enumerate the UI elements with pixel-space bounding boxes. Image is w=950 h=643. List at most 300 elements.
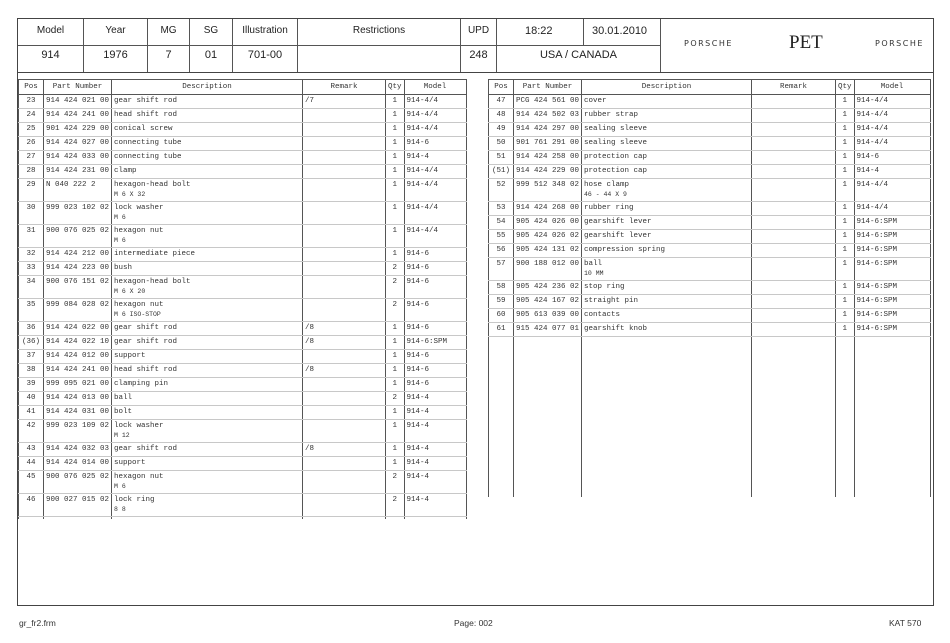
table-row [489,179,931,202]
row-pos: 46 [19,494,44,517]
row-remark [303,137,386,151]
row-qty: 1 [836,95,855,109]
row-model: 914-4/4 [854,202,930,216]
row-description-text: head shift rod [114,111,178,119]
row-pos: 24 [19,109,44,123]
row-description [582,179,752,202]
row-pos: (36) [19,336,44,350]
mg-label: MG [160,25,177,36]
table-row [489,230,931,244]
table-row [489,244,931,258]
filler-row [19,517,467,520]
row-model: 914-4 [854,165,930,179]
row-part-number: 900 076 025 02 [44,225,112,248]
row-model: 914-6:SPM [854,309,930,323]
row-pos: 55 [489,230,514,244]
row-model: 914-6 [404,248,466,262]
row-remark: /8 [303,336,386,350]
row-pos: 34 [19,276,44,299]
row-pos: 60 [489,309,514,323]
catalog-page [17,18,934,606]
illustration-label: Illustration [242,25,288,36]
row-description-text: lock ring [114,496,155,504]
row-description [582,109,752,123]
row-model: 914-6:SPM [854,323,930,337]
row-remark [752,281,836,295]
table-row [19,471,467,494]
row-part-number: 914 424 022 10 [44,336,112,350]
row-remark [303,109,386,123]
row-remark: /8 [303,443,386,457]
col-remark: Remark [303,80,386,95]
row-description-detail: M 6 X 20 [114,288,146,295]
row-pos: 45 [19,471,44,494]
row-description [582,295,752,309]
row-model: 914-4/4 [854,179,930,202]
row-model: 914-4/4 [404,202,466,225]
row-model: 914-6:SPM [854,216,930,230]
row-part-number: 914 424 012 00 [44,350,112,364]
col-part-number: Part Number [44,80,112,95]
row-qty: 1 [386,322,405,336]
row-description [112,471,303,494]
row-remark [752,123,836,137]
row-part-number: 914 424 231 00 [44,165,112,179]
row-model: 914-4 [404,494,466,517]
row-description-text: clamp [114,167,137,175]
col-pos: Pos [19,80,44,95]
row-part-number: 900 076 151 02 [44,276,112,299]
row-remark [303,420,386,443]
porsche-logo-right: PORSCHE [875,39,924,48]
row-pos: 54 [489,216,514,230]
row-part-number: 914 424 021 00 [44,95,112,109]
table-row [19,123,467,137]
row-description-text: ball [114,394,133,402]
row-remark [303,202,386,225]
table-row [19,95,467,109]
row-description [112,202,303,225]
row-model: 914-6:SPM [854,230,930,244]
row-description-text: intermediate piece [114,250,196,258]
row-part-number: 901 424 229 00 [44,123,112,137]
row-description-text: gear shift rod [114,324,178,332]
row-model: 914-4 [404,443,466,457]
table-row [19,420,467,443]
row-description [582,202,752,216]
row-part-number: 914 424 031 00 [44,406,112,420]
table-row [19,109,467,123]
row-description [112,165,303,179]
table-row [489,165,931,179]
row-description-detail: M 6 [114,237,126,244]
row-remark [303,299,386,322]
row-pos: 29 [19,179,44,202]
row-model: 914-4/4 [854,137,930,151]
row-qty: 1 [386,364,405,378]
row-part-number: 901 761 291 00 [514,137,582,151]
row-model: 914-4 [404,471,466,494]
row-model: 914-6:SPM [854,295,930,309]
row-model: 914-4/4 [404,225,466,248]
row-pos: 31 [19,225,44,248]
row-qty: 1 [836,281,855,295]
row-description-text: sealing sleeve [584,139,648,147]
table-row [19,364,467,378]
row-part-number: 905 424 167 02 [514,295,582,309]
porsche-logo-left: PORSCHE [684,39,733,48]
table-row [489,323,931,337]
row-description-text: ball [584,260,603,268]
row-remark [303,471,386,494]
row-qty: 1 [836,230,855,244]
sg-label: SG [203,25,219,36]
row-model: 914-4/4 [404,123,466,137]
row-description [582,281,752,295]
row-part-number: 900 188 012 00 [514,258,582,281]
row-remark [303,179,386,202]
row-description [112,248,303,262]
row-qty: 1 [836,216,855,230]
year-value: 1976 [103,49,128,61]
row-description [112,276,303,299]
row-description-text: support [114,352,146,360]
row-part-number: 900 076 025 02 [44,471,112,494]
row-description-text: connecting tube [114,153,182,161]
row-description-detail: M 6 ISO-STOP [114,311,161,318]
row-description-text: sealing sleeve [584,125,648,133]
row-description [112,443,303,457]
row-qty: 1 [386,109,405,123]
row-pos: 49 [489,123,514,137]
row-description-text: gearshift knob [584,325,648,333]
table-row [489,137,931,151]
row-qty: 1 [386,406,405,420]
row-description [582,137,752,151]
table-row [19,378,467,392]
upd-value: 248 [469,49,488,61]
row-remark [752,309,836,323]
row-model: 914-6:SPM [854,281,930,295]
col-pos: Pos [489,80,514,95]
row-description [112,225,303,248]
row-model: 914-4 [404,151,466,165]
row-pos: 43 [19,443,44,457]
row-remark [752,230,836,244]
row-description-text: connecting tube [114,139,182,147]
row-model: 914-6 [404,350,466,364]
table-row [489,151,931,165]
row-model: 914-4/4 [404,165,466,179]
row-description [112,420,303,443]
row-description-detail: M 6 X 32 [114,191,146,198]
row-qty: 1 [386,95,405,109]
row-remark [752,295,836,309]
row-model: 914-4 [404,420,466,443]
row-model: 914-6:SPM [854,244,930,258]
row-remark [752,165,836,179]
row-qty: 1 [386,350,405,364]
market-value: USA / CANADA [539,49,618,61]
table-row [489,109,931,123]
mg-value: 7 [165,49,172,61]
col-description: Description [112,80,303,95]
row-part-number: 914 424 268 00 [514,202,582,216]
table-row [19,299,467,322]
row-part-number: 914 424 033 00 [44,151,112,165]
row-model: 914-6 [404,262,466,276]
row-model: 914-6 [404,137,466,151]
row-description [582,230,752,244]
table-row [19,457,467,471]
upd-cell [461,19,497,72]
table-row [19,276,467,299]
row-description-text: gearshift lever [584,218,652,226]
row-qty: 1 [836,151,855,165]
row-remark [752,323,836,337]
model-label: Model [36,25,65,36]
row-qty: 1 [836,165,855,179]
footer-page: Page: 002 [454,618,493,628]
row-part-number: 914 424 223 00 [44,262,112,276]
row-pos: 50 [489,137,514,151]
col-model: Model [854,80,930,95]
year-cell [84,19,148,72]
row-description [112,95,303,109]
row-description [112,392,303,406]
table-row [489,281,931,295]
row-qty: 1 [386,225,405,248]
row-pos: 53 [489,202,514,216]
table-row [19,392,467,406]
row-qty: 1 [836,244,855,258]
row-qty: 1 [386,123,405,137]
table-row [19,494,467,517]
row-model: 914-4 [404,392,466,406]
table-row [489,202,931,216]
row-description-text: hexagon nut [114,473,164,481]
restrictions-label: Restrictions [352,25,406,36]
row-pos: (51) [489,165,514,179]
model-cell [18,19,84,72]
row-description-text: hexagon nut [114,301,164,309]
row-pos: 33 [19,262,44,276]
row-description [112,364,303,378]
row-model: 914-4/4 [854,95,930,109]
row-part-number: 914 424 032 03 [44,443,112,457]
row-pos: 27 [19,151,44,165]
illustration-value: 701-00 [247,49,283,61]
table-row [489,123,931,137]
table-row [489,295,931,309]
row-description [582,95,752,109]
row-part-number: 914 424 241 00 [44,109,112,123]
row-description [112,378,303,392]
col-model: Model [404,80,466,95]
table-row [19,202,467,225]
sg-cell [190,19,233,72]
row-part-number: 999 084 028 02 [44,299,112,322]
row-description [112,406,303,420]
row-description-text: lock washer [114,422,164,430]
row-remark [752,137,836,151]
row-part-number: 905 613 039 00 [514,309,582,323]
row-description [582,216,752,230]
table-row [489,216,931,230]
table-row [19,322,467,336]
row-model: 914-4/4 [404,179,466,202]
row-description-text: hexagon nut [114,227,164,235]
row-description-detail: M 6 [114,483,126,490]
row-model: 914-4 [404,406,466,420]
row-description-text: conical screw [114,125,173,133]
row-description [112,123,303,137]
row-qty: 1 [386,336,405,350]
row-pos: 61 [489,323,514,337]
row-remark: /8 [303,364,386,378]
row-remark [303,151,386,165]
mg-cell [148,19,190,72]
row-qty: 1 [386,248,405,262]
row-pos: 26 [19,137,44,151]
col-remark: Remark [752,80,836,95]
table-row [19,225,467,248]
model-value: 914 [41,49,60,61]
row-description [582,323,752,337]
row-part-number: 914 424 229 00 [514,165,582,179]
row-description-text: clamping pin [114,380,169,388]
row-remark [752,179,836,202]
row-part-number: 905 424 026 00 [514,216,582,230]
row-part-number: 905 424 131 02 [514,244,582,258]
row-description [112,109,303,123]
row-remark [752,95,836,109]
row-qty: 1 [836,123,855,137]
row-qty: 2 [386,276,405,299]
col-qty: Qty [386,80,405,95]
row-description-text: gear shift rod [114,97,178,105]
row-pos: 30 [19,202,44,225]
row-description [112,494,303,517]
row-qty: 1 [836,323,855,337]
row-model: 914-6:SPM [854,258,930,281]
row-pos: 41 [19,406,44,420]
table-row [19,151,467,165]
row-qty: 1 [836,309,855,323]
row-qty: 2 [386,471,405,494]
row-description-text: straight pin [584,297,639,305]
row-description [112,299,303,322]
row-description [582,165,752,179]
row-remark [752,151,836,165]
row-part-number: 914 424 027 00 [44,137,112,151]
row-qty: 1 [386,179,405,202]
row-pos: 36 [19,322,44,336]
row-model: 914-6 [404,299,466,322]
col-part-number: Part Number [514,80,582,95]
illustration-cell [233,19,298,72]
date-value: 30.01.2010 [592,25,648,37]
row-part-number: 905 424 026 02 [514,230,582,244]
row-model: 914-6:SPM [404,336,466,350]
row-pos: 44 [19,457,44,471]
row-remark [303,406,386,420]
row-pos: 48 [489,109,514,123]
row-remark: /7 [303,95,386,109]
row-remark [303,225,386,248]
row-description [112,457,303,471]
restrictions-cell [298,19,461,72]
row-description-detail: M 6 [114,214,126,221]
table-row [19,248,467,262]
table-row [19,165,467,179]
row-qty: 1 [386,151,405,165]
row-part-number: 999 095 021 00 [44,378,112,392]
row-remark [752,202,836,216]
row-part-number: 905 424 236 02 [514,281,582,295]
row-description-text: support [114,459,146,467]
row-pos: 42 [19,420,44,443]
row-description-text: rubber ring [584,204,634,212]
row-description-text: cover [584,97,607,105]
row-pos: 52 [489,179,514,202]
row-part-number: 914 424 258 00 [514,151,582,165]
row-part-number: 914 424 502 03 [514,109,582,123]
row-description [112,322,303,336]
parts-table-left [18,79,467,519]
row-remark [752,216,836,230]
row-description-text: gear shift rod [114,445,178,453]
parts-table-right [488,79,931,497]
row-description-detail: 10 MM [584,270,604,277]
row-description [582,244,752,258]
row-pos: 56 [489,244,514,258]
row-remark [752,109,836,123]
row-qty: 1 [386,165,405,179]
row-qty: 1 [386,378,405,392]
row-description-detail: 8 8 [114,506,126,513]
row-pos: 40 [19,392,44,406]
row-model: 914-6 [404,364,466,378]
row-pos: 59 [489,295,514,309]
row-description-text: compression spring [584,246,666,254]
table-row [19,350,467,364]
upd-label: UPD [467,25,490,36]
row-remark [303,165,386,179]
table-row [19,406,467,420]
row-pos: 32 [19,248,44,262]
row-qty: 1 [386,443,405,457]
filler-row [489,337,931,498]
row-remark [303,457,386,471]
table-row [489,309,931,323]
row-remark [303,276,386,299]
row-description-text: hexagon-head bolt [114,181,191,189]
datetime-cell [497,19,661,72]
table-row [19,262,467,276]
row-part-number: 914 424 212 00 [44,248,112,262]
row-pos: 37 [19,350,44,364]
row-pos: 28 [19,165,44,179]
row-part-number: 914 424 013 00 [44,392,112,406]
table-row [19,443,467,457]
row-part-number: 914 424 241 00 [44,364,112,378]
year-label: Year [105,25,126,36]
row-model: 914-6 [404,276,466,299]
row-remark [752,244,836,258]
row-description [112,262,303,276]
row-model: 914-4/4 [854,109,930,123]
